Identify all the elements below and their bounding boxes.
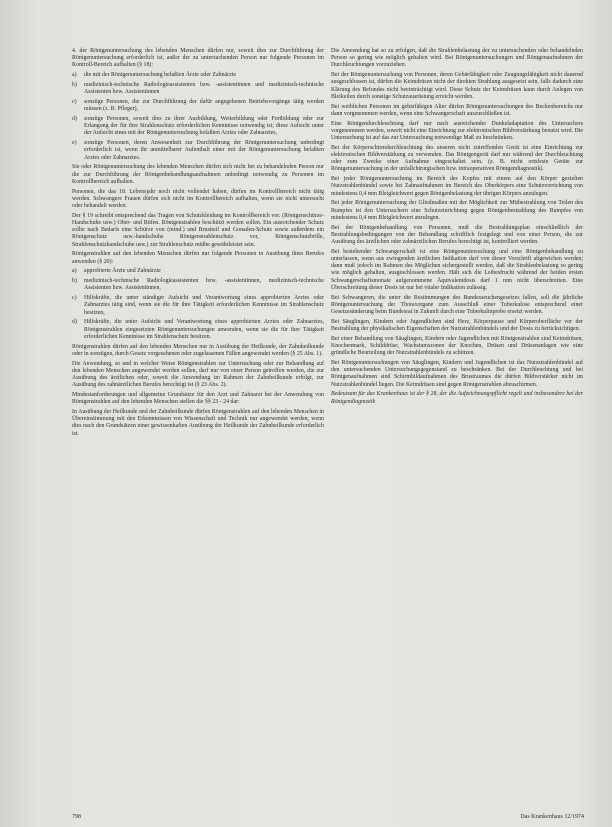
paragraph: Eine Röntgendurchleuchtung darf nur nach ausreichender Dunkeladaptation des Untersuchers vorgenommen werden, soweit nicht eine Einrichtung zur elektronischen Bildverstärkung benutzt wird. Die Untersuchung ist auf das zur Untersuchung notwendige Maß zu beschränken. [331,120,583,142]
paragraph: Bei jeder Röntgenuntersuchung der Gliedmaßen mit der Möglichkeit zur Mitbestrahlung von Teilen des Rumpfes ist den Untersuchern eine Schutzeinrichtung gegen Röntgenbestrahlung des Rumpfes von mindestens 0,4 mm Bleigleichwert anzulegen. [331,200,583,221]
list-item: c) sonstige Personen, die zur Durchführung der dafür angegebenen Betriebsvorgänge tätig werden müssen (z. B. Pfleger), [72,99,324,113]
left-column [72,48,324,440]
paragraph: Sie oder Röntgenuntersuchung des lebenden Menschen dürfen sich nicht bei zu behandelnden Person nur die zur Durchführung der Röntgenbehandlungsaufnahmen unbedingt notwendig zu Personen im Kontrollbereich aufhalten. [72,164,324,185]
paragraph: 4. der Röntgenuntersuchung des lebenden Menschen dürfen nur, soweit dies zur Durchführung der Röntgenuntersuchung erforderlich ist, außer der zu untersuchenden Person nur folgende Personen im Kontroll-Bereich aufhalten (§ 18): [72,48,324,69]
list-item: d) Hilfskräfte, die unter Aufsicht und Verantwortung eines approbierten Arztes oder Zahnarztes, Röntgenstrahlen eingesetzten Röntgenuntersuchungen anwenden, wenn sie die für ihre Tätigkeit erforderlichen Kenntnisse im Strahlenschutz besitzen. [72,319,324,340]
paragraph: In Ausübung der Heilkunde und der Zahnheilkunde dürfen Röntgenstrahlen auf den lebenden Menschen in Übereinstimmung mit den Erkenntnissen von Wissenschaft und Technik nur angewendet werden, wenn dies nach den Grundsätzen einer gewissenhaften Ausübung der Heilkunde der Zahnheilkunde erforderlich ist. [72,409,324,437]
paragraph: Bei weiblichen Personen im gebärfähigen Alter dürfen Röntgenuntersuchungen des Beckenbereichs nur dann vorgenommen werden, wenn eine Schwangerschaft auszuschließen ist. [331,103,583,117]
paragraph: Bei bestehender Schwangerschaft ist eine Röntgenuntersuchung und eine Röntgenbehandlung zu unterlassen, wenn aus zwingenden ärztlichen Indikation darf von dieser Vorschrift abgewichen werden; dann muß jedoch im Rahmen des Möglichen sichergestellt werden, daß die Strahlenbelastung so gering wie möglich gehalten, ausgeschlossen werden. Hält sich die Leibesfrucht während der beiden ersten Schwangerschaftsmonate aufgenommene Äquivalentdosis darf 1 rem nicht überschreiten. Eine Überschreitung dieser Dosis ist nur bei vitaler Indikation zulässig. [331,248,583,291]
paragraph: Bei der Röntgenbehandlung von Personen, muß die Bestrahlungsplan einschließlich der Bestrahlungsbedingungen von der Behandlung schriftlich festgelegt und von einer Person, die zur Ausübung des ärztlichen oder zahnärztlichen Berufes berechtigt ist, kontrolliert werden. [331,224,583,246]
list-item: c) Hilfskräfte, die unter ständiger Aufsicht und Verantwortung eines approbierten Arztes oder Zahnarztes tätig sind, wenn sie die für ihre Tätigkeit erforderlichen Kenntnisse im Strahlenschutz besitzen, [72,295,324,316]
page-number: 798 [72,814,81,820]
right-column [331,48,583,408]
list-item: a) approbierte Ärzte und Zahnärzte [72,268,161,275]
paragraph: Bei Säuglingen, Kindern oder Jugendlichen sind Herz, Körperpause und Körperoberfläche vor der Bestrahlung der physikalischen Eigenschaften der Nutzstrahlenbündels und der Dosis zu berücksichtigen. [331,318,583,333]
paragraph: Bei der Röntgenuntersuchung von Personen, deren Gebärfähigkeit oder Zeugungsfähigkeit nicht dauernd ausgeschlossen ist, dürfen die Keimdrüsen nicht der direkten Strahlung ausgesetzt sein, falls dadurch eine Klärung des Befundes nicht beeinträchtigt wird. Diese Schutz der Keimdrüsen kann durch Anlegen von Bleikeilen durch sonstige Schutzausrüstung erreicht werden. [331,72,583,100]
paragraph: Bedeutsam für das Krankenhaus ist der § 28, der die Aufzeichnungspflicht regelt und insbesondere bei der Röntgendiagnostik [331,391,583,405]
paragraph: Bei der Körperschirmdurchleuchtung des unseren nicht zutreffenden Gerät ist eine Einrichtung zur elektronischen Bildverstärkung zu verwenden. Das Röntgengerät darf nur während der Durchleuchtung oder zum Zwecke einer Aufnahme eingeschaltet sein. (z. B. nicht ortsfeste Geräte zur Röntgenuntersuchung in der unfallchirurgischen bzw. intraoperativen Röntgendiagnostik). [331,144,583,173]
journal-reference: Das Krankenhaus 12/1974 [520,814,584,820]
paragraph: Der § 19 schreibt entsprechend das Tragen von Schutzkleidung im Kontrollbereich vor. (Röntgenschürze-Handschuhe usw.) Ober- und Rüfen. Röntgenstrahlen beschützt werden sollen. Ein ausreichender Schutz sollte nach Bedarfs eine Schürze von (mind.) und Brustteil und Gonaden-Schutz sowie außerdem ein Röntgenschutz usw.-handschuhe Röntgenstrahlenschutz vor, Röntgenschutzbrille, Strahlenschutzhandschuhe usw.) zur Strahlenschutz müßte gewährleistet sein. [72,212,324,248]
list-item: a) die mit der Röntgenuntersuchung befaßten Ärzte oder Zahnärzte [72,72,236,79]
paragraph: Bei Schwangeren, die unter die Bestimmungen des Bundesseuchengesetzes fallen, soll die jährliche Röntgenuntersuchung der Thoraxorgane zum Ausschluß einer Tuberkulose entsprechend einer Gesetzesänderung beim Bundesrat in Zukunft durch eine Tuberkulinprobe ersetzt werden. [331,294,583,316]
list-item: b) medizinisch-technische Radiologieassistenten bzw. -assistentinnen und medizinisch-technische Assistenten bzw. Assistentinnen [72,82,324,96]
paragraph: Bei einer Behandlung von Säuglingen, Kindern oder Jugendlichen mit Röntgenstrahlen sind Keimdrüsen, Knochenmark, Schilddrüse, Wachstumszonen der Knochen, Drüsen und Drüsenanlagen wie eine gründliche Beurteilung der Nutzstrahlenbündels zu schützen. [331,335,583,357]
list-item: d) sonstige Personen, soweit dies zu ihrer Ausbildung, Weiterbildung oder Fortbildung oder zur Erlangung der für ihre Strahlenschutz erforderlichen Kenntnisse notwendig ist; diese Aufsicht unter der Aufsicht eines mit der Röntgenuntersuchung befaßten Arztes oder Zahnarztes, [72,116,324,137]
paragraph: Bei Röntgenuntersuchungen von Säuglingen, Kindern und Jugendlichen ist das Nutzstrahlenbündel auf den untersuchenden Untersuchungsgegenstand zu beschränken. Bei der Durchleuchtung und bei Röntgenaufnahmen sind Schirmbildaufnahmen des Brustraumes die dürfen Bildverstärker nicht im Nutzstrahlenbündel liegen. Die Keimdrüsen sind gegen Röntgenstrahlen abzuschirmen. [331,360,583,388]
paragraph: Personen, die das 18. Lebensjahr noch nicht vollendet haben, dürfen im Kontrollbereich nicht tätig werden. Schwangere Frauen dürfen sich nicht im Kontrollbereich aufhalten, wenn sie nicht untersucht oder behandelt werden. [72,188,324,210]
paragraph: Die Anwendung hat so zu erfolgen, daß die Strahlenbelastung der zu untersuchenden oder behandelnden Person so gering wie möglich gehalten wird. Bei Röntgenuntersuchungen und Röntgenaufnahmen der Durchleuchtungen vorzuziehen. [331,48,583,69]
list-item: b) medizinisch-technische Radiologieassistenten bzw. -assistentinnen, medizinisch-technische Assistenten bzw. Assistentinnen, [72,278,324,292]
paragraph: Die Anwendung, so und in welcher Weise Röntgenstrahlen zur Untersuchung oder zur Behandlung auf den lebenden Menschen angewendet werden sollen, darf nur von einer Person getroffen werden, die zur Ausübung des ärztlichen oder, soweit die Anwendung im Rahmen der Zahnheilkunde erfolgt, zur Ausübung des zahnärztlichen Berufes berechtigt ist (§ 23 Abs. 2). [72,360,324,389]
paragraph: Bei jeder Röntgenuntersuchung im Bereich des Kopfes mit einem auf den Körper gezielten Nutzstrahlenbündel sowie bei Zahnaufnahmen im Bereich des Oberkörpers eine Schutzvorrichtung von mindestens 0,4 mm Bleigleichwert gegen Röntgenbelastung der übrigen Körpers anzulegen. [331,176,583,197]
list-item: e) sonstige Personen, deren Anwesenheit zur Durchführung der Röntgenuntersuchung unbedingt erforderlich ist, wenn ihr unmittelbarer Aufenthalt einer mit der Röntgenuntersuchung befaßten Arztes oder Zahnarztes. [72,140,324,161]
paragraph: Röntgenstrahlen dürfen auf den lebenden Menschen nur in Ausübung der Heilkunde, der Zahnheilkunde oder in sonstigen, durch Gesetz vorgesehenen oder zugelassenen Fällen angewendet werden (§ 25 Abs. 1). [72,343,324,357]
paragraph: Mindestanforderungen und allgemeine Grundsätze für den Arzt und Zahnarzt bei der Anwendung von Röntgenstrahlen auf den lebenden Menschen stellen die §§ 23 - 24 dar: [72,392,324,406]
paragraph: Röntgenstrahlen auf den lebenden Menschen dürfen nur folgende Personen in Ausübung ihres Berufes anwenden (§ 20): [72,251,324,265]
